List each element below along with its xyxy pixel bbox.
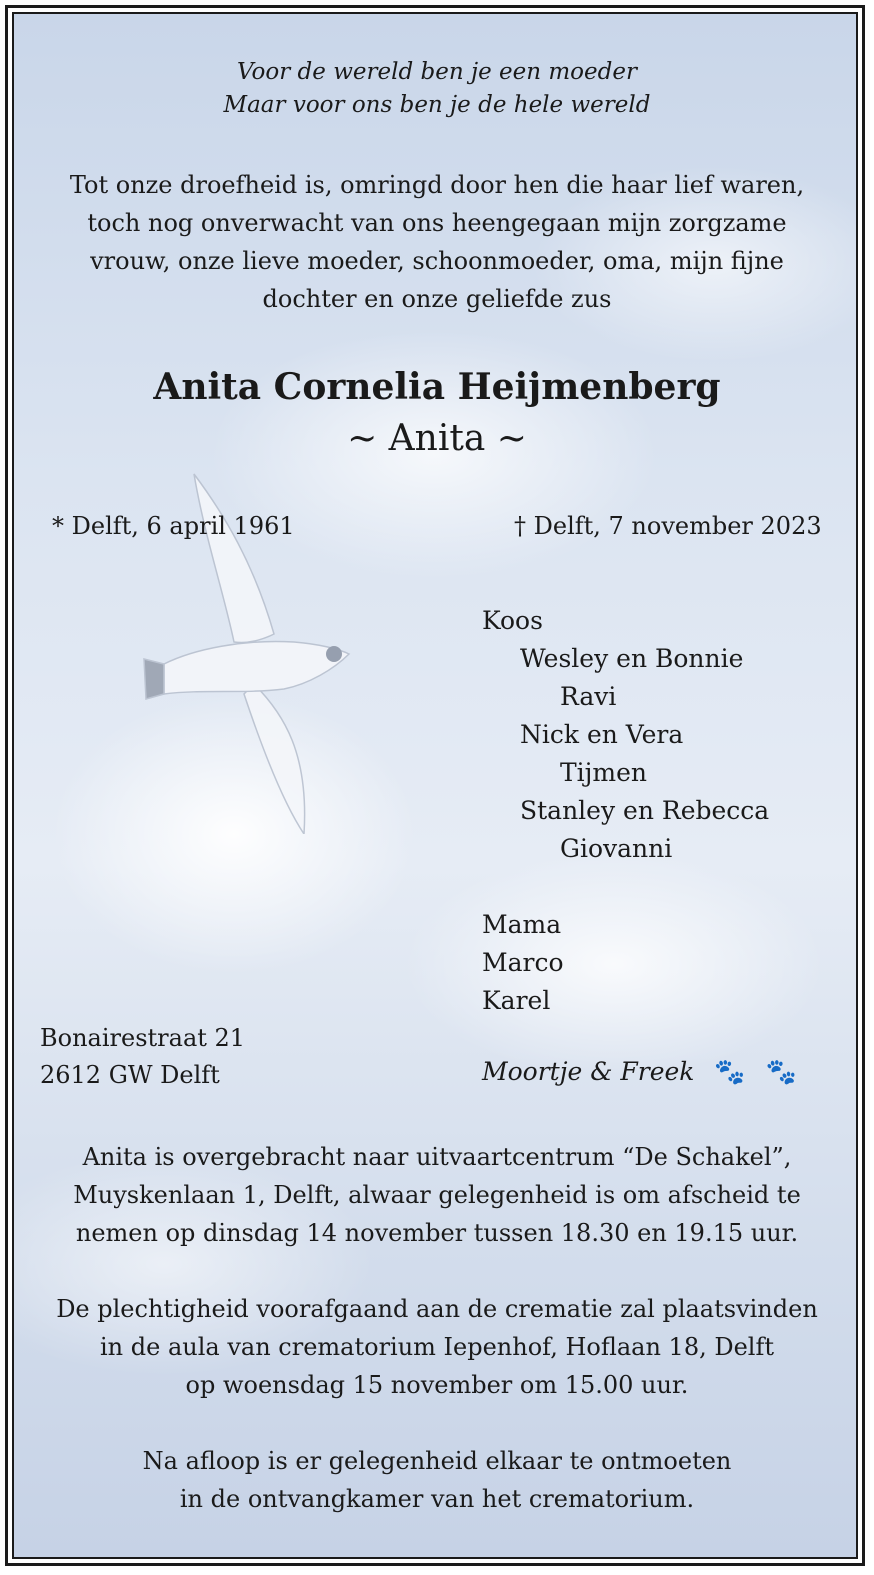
partner: Koos: [482, 606, 543, 635]
relative: Mama: [482, 910, 562, 939]
birth-date: * Delft, 6 april 1961: [52, 512, 295, 540]
grandchild: Giovanni: [560, 834, 673, 863]
grandchild: Ravi: [560, 682, 617, 711]
relative: Marco: [482, 948, 564, 977]
deceased-name: Anita Cornelia Heijmenberg: [153, 366, 721, 408]
paw-print-icon: 🐾: [765, 1057, 797, 1086]
pets-names: Moortje & Freek: [482, 1057, 695, 1086]
intro-line: toch nog onverwacht van ons heengegaan mijn zorgzame: [87, 209, 787, 237]
address-city: 2612 GW Delft: [40, 1061, 220, 1089]
ceremony-line: op woensdag 15 november om 15.00 uur.: [185, 1371, 689, 1399]
death-date: † Delft, 7 november 2023: [514, 512, 822, 540]
grandchild: Tijmen: [560, 758, 648, 787]
visitation-line: nemen op dinsdag 14 november tussen 18.30 en 19.15 uur.: [75, 1219, 799, 1247]
motto-line: Maar voor ons ben je de hele wereld: [223, 92, 651, 118]
child-couple: Nick en Vera: [520, 720, 684, 749]
motto-line: Voor de wereld ben je een moeder: [237, 59, 637, 85]
ceremony-line: in de aula van crematorium Iepenhof, Hoflaan 18, Delft: [100, 1333, 774, 1361]
paw-print-icon: 🐾: [714, 1057, 746, 1086]
ceremony-line: De plechtigheid voorafgaand aan de crematie zal plaatsvinden: [56, 1295, 818, 1323]
notice-card: [12, 12, 858, 1559]
intro-line: vrouw, onze lieve moeder, schoonmoeder, oma, mijn fijne: [90, 247, 784, 275]
closing-line: Na afloop is er gelegenheid elkaar te ontmoeten: [142, 1447, 732, 1475]
intro-line: Tot onze droefheid is, omringd door hen die haar lief waren,: [69, 171, 805, 199]
relative: Karel: [482, 986, 551, 1015]
dove-icon: [134, 454, 354, 834]
child-couple: Wesley en Bonnie: [520, 644, 744, 673]
address: [40, 1020, 245, 1094]
intro-line: dochter en onze geliefde zus: [262, 285, 612, 313]
visitation-line: Muyskenlaan 1, Delft, alwaar gelegenheid is om afscheid te: [73, 1181, 801, 1209]
visitation-line: Anita is overgebracht naar uitvaartcentrum “De Schakel”,: [82, 1143, 792, 1171]
pets: [482, 1057, 797, 1087]
relatives-family: [482, 602, 769, 868]
child-couple: Stanley en Rebecca: [520, 796, 770, 825]
relatives-other: [482, 906, 564, 1020]
closing-line: in de ontvangkamer van het crematorium.: [179, 1485, 695, 1513]
nickname: ~ Anita ~: [347, 418, 527, 459]
address-street: Bonairestraat 21: [40, 1024, 246, 1052]
